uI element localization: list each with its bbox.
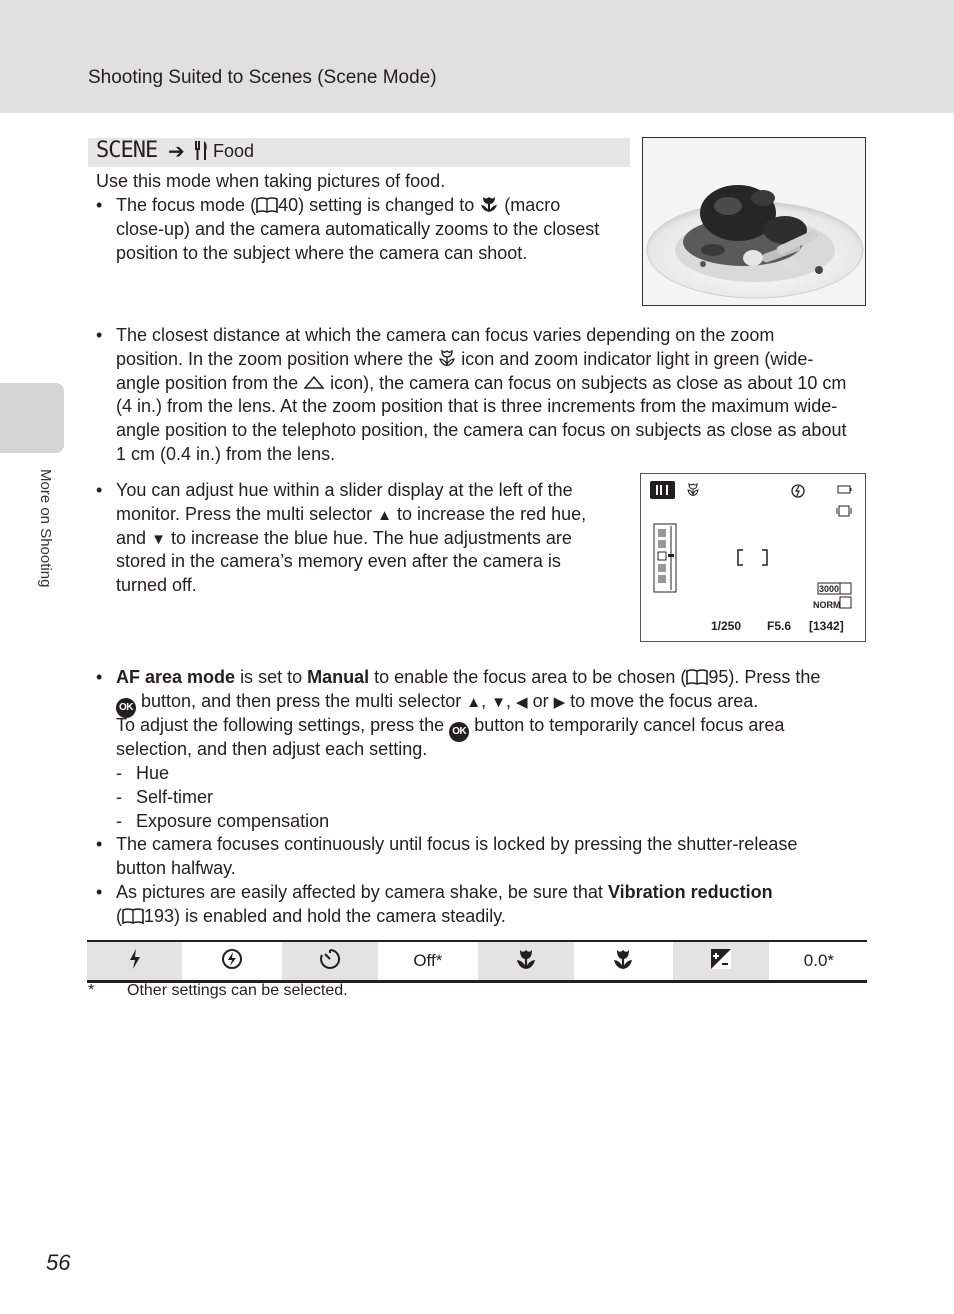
bullet1-line2: close-up) and the camera automatically zooms to the closest (116, 219, 600, 239)
right-triangle-icon: ▶ (553, 694, 566, 711)
page-number: 56 (46, 1250, 71, 1275)
battery-icon (838, 486, 852, 493)
food-icon (650, 481, 675, 499)
bullet4-text: or (532, 691, 549, 711)
section-title: Shooting Suited to Scenes (Scene Mode) (88, 67, 437, 88)
self-timer-cell (281, 941, 379, 982)
sub-item-hue: Hue (136, 763, 170, 783)
bullet5-line2: button halfway. (116, 858, 236, 878)
bullet1-text: (macro (504, 195, 561, 215)
separator: , (505, 691, 511, 711)
flash-off-icon (221, 948, 243, 970)
footnote-mark: * (88, 982, 95, 999)
bullet2-line3 (116, 371, 846, 395)
up-triangle-icon: ▲ (466, 694, 482, 711)
bullet4-text: ). Press the (728, 667, 821, 687)
wide-angle-icon (303, 373, 325, 393)
bullet6-text: ) is enabled and hold the camera steadily. (174, 906, 506, 926)
bullet2-line2 (116, 347, 813, 371)
bullet3-line4: stored in the camera’s memory even after the camera is (116, 551, 561, 571)
flash-off-cell (183, 941, 281, 982)
bullet3-line1: You can adjust hue within a slider display at the left of the (116, 480, 573, 500)
bullet2-text: angle position from the (116, 373, 299, 393)
book-reference-icon (256, 195, 278, 211)
bullet4-text: To adjust the following settings, press the (116, 715, 445, 735)
aperture-label: F5.6 (767, 619, 792, 633)
exposure-compensation-icon (710, 948, 732, 970)
macro-outline-icon (688, 484, 698, 496)
food-sample-photo (642, 137, 866, 306)
sub-item-exposure-compensation: Exposure compensation (136, 811, 330, 831)
default-settings-table (87, 940, 867, 983)
bullet-dot: • (96, 480, 103, 500)
scene-mode-name: Food (213, 141, 255, 161)
bullet2-line5: angle position to the telephoto position, the camera can focus on subjects as close as about (116, 420, 847, 440)
bullet1-text: The focus mode ( (116, 195, 257, 215)
bullet3-text: to increase the red hue, (397, 504, 587, 524)
bullet4-text: button, and then press the multi selector (141, 691, 462, 711)
bullet6-text: ( (116, 906, 122, 926)
bullet4-text: button to temporarily cancel focus area (474, 715, 785, 735)
bullet3-text: and (116, 528, 147, 548)
bullet2-line4: (4 in.) from the lens. At the zoom position that is three increments from the maximum wide- (116, 396, 838, 416)
bullet-dot: • (96, 195, 103, 215)
up-triangle-icon: ▲ (377, 507, 392, 524)
bullet3-line2 (116, 502, 586, 528)
vibration-reduction-icon (837, 506, 851, 516)
bullet6-line2 (116, 904, 506, 928)
scene-heading (88, 138, 630, 167)
bullet2-text: icon and zoom indicator light in green (wide- (461, 349, 814, 369)
focus-mode-cell (477, 941, 575, 982)
image-mode-indicator (813, 583, 851, 610)
bullet4-line1 (116, 665, 820, 689)
self-timer-icon (318, 947, 342, 971)
exposure-compensation-cell (672, 941, 770, 982)
bullet-dot: • (96, 667, 103, 687)
exposure-compensation-value: 0.0* (770, 941, 867, 982)
image-quality-label: NORM (813, 600, 841, 610)
arrow-icon: ➔ (168, 141, 185, 163)
page-reference: 193 (144, 906, 175, 926)
bullet5-line1: The camera focuses continuously until focus is locked by pressing the shutter-release (116, 834, 798, 854)
bullet3-text: to increase the blue hue. The hue adjustments are (170, 528, 572, 548)
bullet2-line6: 1 cm (0.4 in.) from the lens. (116, 444, 336, 464)
bullet1-text: ) setting is changed to (298, 195, 475, 215)
sub-item-dash: - (116, 763, 122, 783)
manual-term: Manual (307, 667, 370, 687)
sub-item-self-timer: Self-timer (136, 787, 214, 807)
bullet4-text: to enable the focus area to be chosen ( (374, 667, 687, 687)
monitor-display (640, 473, 866, 642)
focus-mode-value-cell (575, 941, 673, 982)
exposures-remaining-label: [1342] (809, 619, 844, 633)
bullet4-text: to move the focus area. (570, 691, 759, 711)
shutter-speed-label: 1/250 (711, 619, 742, 633)
page-header (0, 0, 954, 113)
macro-outline-icon (438, 349, 456, 369)
chapter-tab (0, 383, 64, 453)
flash-off-icon (792, 485, 804, 497)
af-area-mode-term: AF area mode (116, 667, 236, 687)
chapter-label: More on Shooting (37, 469, 54, 588)
self-timer-value: Off* (379, 941, 477, 982)
left-triangle-icon: ◀ (516, 694, 528, 711)
sub-item-dash: - (116, 787, 122, 807)
vibration-reduction-term: Vibration reduction (607, 882, 773, 902)
book-reference-icon (686, 667, 708, 683)
food-icon (194, 139, 210, 166)
focus-area-brackets (738, 550, 767, 565)
macro-mode-icon (515, 948, 537, 970)
bullet4-line4: selection, and then adjust each setting. (116, 739, 428, 759)
bullet-dot: • (96, 882, 103, 902)
bullet2-line1: The closest distance at which the camera can focus varies depending on the zoom (116, 325, 775, 345)
image-size-label: 3000 (818, 584, 840, 594)
bullet1-line3: position to the subject where the camera can shoot. (116, 243, 528, 263)
bullet4-text: is set to (240, 667, 303, 687)
macro-mode-icon (612, 948, 634, 970)
macro-icon (479, 195, 499, 215)
bullet1-line1 (116, 193, 560, 217)
page-reference: 95 (708, 667, 729, 687)
bullet-dot: • (96, 325, 103, 345)
sub-item-dash: - (116, 811, 122, 831)
hue-slider (654, 524, 676, 592)
bullet3-line5: turned off. (116, 575, 197, 595)
bullet2-text: icon), the camera can focus on subjects as close as about 10 cm (330, 373, 847, 393)
bullet3-text: monitor. Press the multi selector (116, 504, 373, 524)
bullet-dot: • (96, 834, 103, 854)
flash-mode-cell (87, 941, 183, 982)
scene-mode-label: SCENE (96, 138, 158, 163)
down-triangle-icon: ▼ (491, 694, 506, 711)
footnote-text: Other settings can be selected. (127, 982, 348, 999)
ok-button-icon: OK (449, 722, 469, 742)
down-triangle-icon: ▼ (151, 531, 166, 548)
ok-button-icon: OK (116, 698, 136, 718)
separator: , (481, 691, 487, 711)
bullet6-text: As pictures are easily affected by camera shake, be sure that (116, 882, 603, 902)
flash-mode-icon (127, 948, 143, 970)
page-reference: 40 (278, 195, 299, 215)
bullet6-line1 (116, 880, 773, 904)
intro-text: Use this mode when taking pictures of food. (96, 171, 446, 191)
bullet2-text: position. In the zoom position where the (116, 349, 434, 369)
book-reference-icon (122, 906, 144, 922)
